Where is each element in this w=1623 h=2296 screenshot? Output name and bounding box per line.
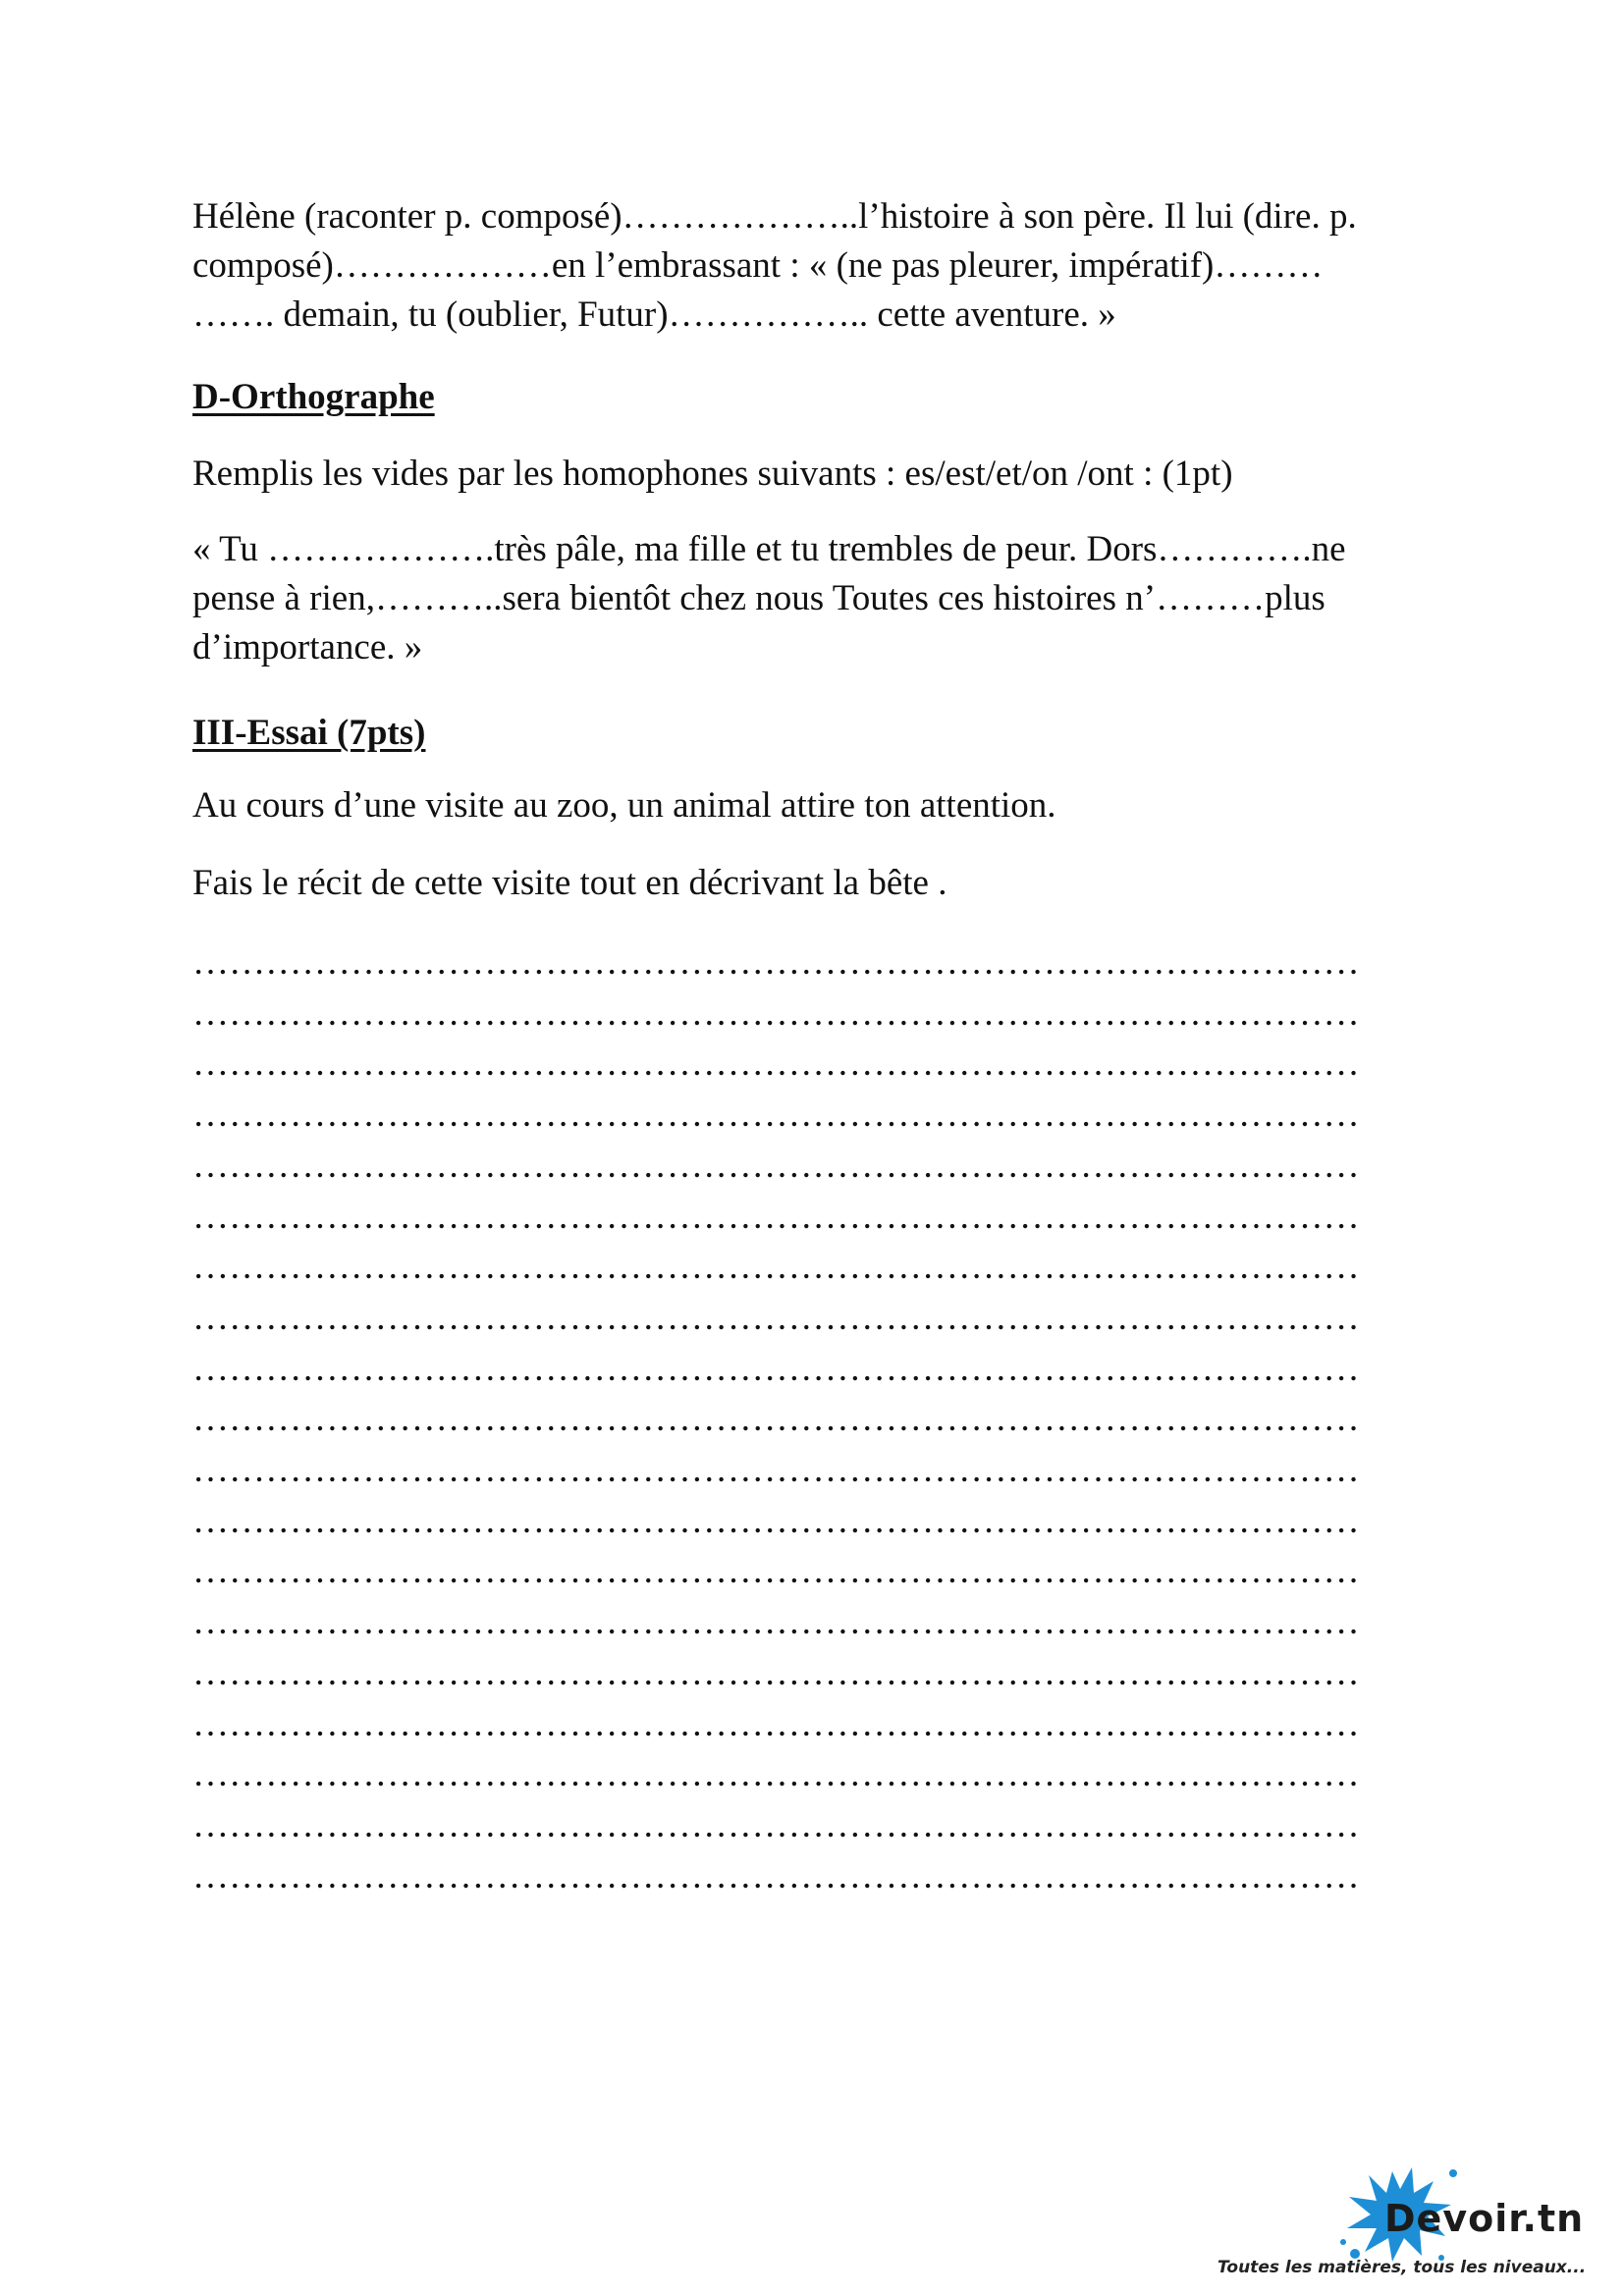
answer-line[interactable]: …………………………………………………………………………………… xyxy=(192,1348,1360,1389)
essai-prompt: Au cours d’une visite au zoo, un animal attire ton attention. xyxy=(192,785,1056,826)
answer-line[interactable]: …………………………………………………………………………………… xyxy=(192,1196,1360,1237)
orthographe-exercise xyxy=(192,525,1430,672)
devoir-tn-logo xyxy=(1217,2160,1620,2296)
answer-line[interactable]: …………………………………………………………………………………… xyxy=(192,1602,1360,1643)
logo-brand: Devoir.tn xyxy=(1384,2197,1585,2240)
answer-line[interactable]: …………………………………………………………………………………… xyxy=(192,1297,1360,1338)
essai-instruction: Fais le récit de cette visite tout en décrivant la bête . xyxy=(192,863,947,903)
exercise-line: Hélène (raconter p. composé)………………..l’histoire à son père. Il lui (dire. p. xyxy=(192,196,1357,237)
answer-line[interactable]: …………………………………………………………………………………… xyxy=(192,1247,1360,1288)
answer-line[interactable]: …………………………………………………………………………………… xyxy=(192,1145,1360,1186)
answer-line[interactable]: …………………………………………………………………………………… xyxy=(192,1652,1360,1693)
answer-line[interactable]: …………………………………………………………………………………… xyxy=(192,1804,1360,1845)
answer-line[interactable]: …………………………………………………………………………………… xyxy=(192,1399,1360,1440)
answer-line[interactable]: …………………………………………………………………………………… xyxy=(192,992,1360,1034)
exercise-line: ……. demain, tu (oublier, Futur)…………….. cette aventure. » xyxy=(192,294,1116,335)
answer-line[interactable]: …………………………………………………………………………………… xyxy=(192,1703,1360,1744)
exercise-line: « Tu ……………….très pâle, ma fille et tu trembles de peur. Dors………….ne xyxy=(192,529,1346,569)
answer-line[interactable]: …………………………………………………………………………………… xyxy=(192,1043,1360,1085)
answer-lines[interactable] xyxy=(192,937,1430,1901)
answer-line[interactable]: …………………………………………………………………………………… xyxy=(192,1450,1360,1491)
orthographe-instruction: Remplis les vides par les homophones suivants : es/est/et/on /ont : (1pt) xyxy=(192,454,1233,494)
answer-line[interactable]: …………………………………………………………………………………… xyxy=(192,1551,1360,1592)
section-heading-essai: III-Essai (7pts) xyxy=(192,713,426,753)
section-heading-orthographe: D-Orthographe xyxy=(192,377,435,417)
logo-tagline: Toutes les matières, tous les niveaux... xyxy=(1217,2258,1587,2277)
exercise-line: pense à rien,………..sera bientôt chez nous Toutes ces histoires n’………plus xyxy=(192,578,1325,618)
exercise-line: composé)………………en l’embrassant : « (ne pas pleurer, impératif)……… xyxy=(192,245,1324,286)
conjugation-exercise xyxy=(192,192,1430,340)
answer-line[interactable]: …………………………………………………………………………………… xyxy=(192,942,1360,983)
answer-line[interactable]: …………………………………………………………………………………… xyxy=(192,1095,1360,1136)
answer-line[interactable]: …………………………………………………………………………………… xyxy=(192,1754,1360,1795)
answer-line[interactable]: …………………………………………………………………………………… xyxy=(192,1855,1360,1896)
exercise-line: d’importance. » xyxy=(192,627,423,667)
answer-line[interactable]: …………………………………………………………………………………… xyxy=(192,1500,1360,1541)
